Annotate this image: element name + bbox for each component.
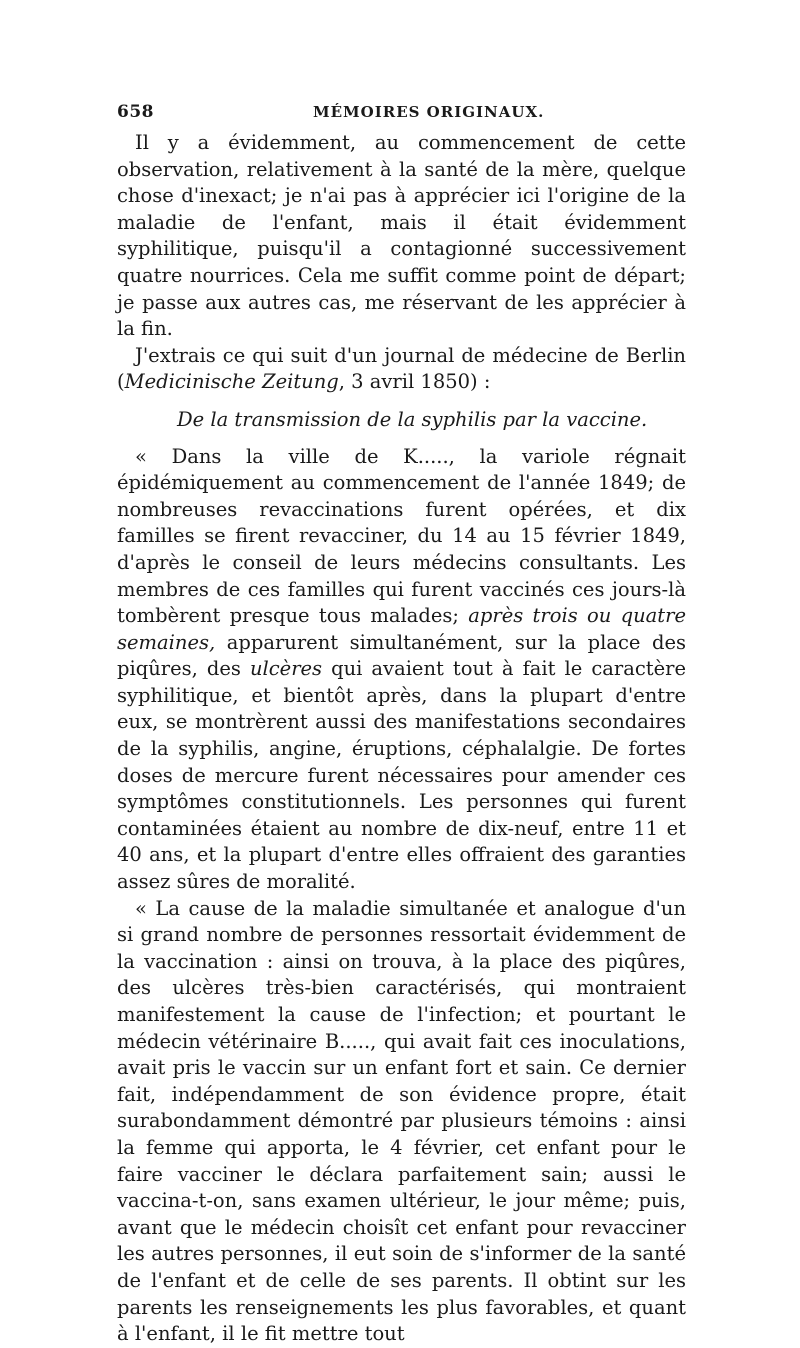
paragraph-3: « Dans la ville de K....., la variole régnait épidémiquement au commencement de l'année 1849; de nombreuses revaccinations furent opérées, et dix familles se firent revacciner, du 14 au 15 février 1849, d'après le conseil de leurs médecins consultants. Les membres de ces familles qui furent vaccinés ces jours-là tombèrent presque tous malades; après trois ou quatre semaines, apparurent simultanément, sur la place des piqûres, des ulcères qui avaient tout à fait le caractère syphilitique, et bientôt après, dans la plupart d'entre eux, se montrèrent aussi des manifestations secondaires de la syphilis, angine, éruptions, céphalalgie. De fortes doses de mercure furent nécessaires pour amender ces symptômes constitutionnels. Les personnes qui furent contaminées étaient au nombre de dix-neuf, entre 11 et 40 ans, et la plupart d'entre elles offraient des garanties assez sûres de moralité. — [117, 444, 686, 894]
section-heading: De la transmission de la syphilis par la vaccine. — [177, 407, 648, 431]
paragraph-4: « La cause de la maladie simultanée et analogue d'un si grand nombre de personnes ressortait évidemment de la vaccination : ainsi on trouva, à la place des piqûres, des ulcères très-bien caractérisés, qui montraient manifestement la cause de l'infection; et pourtant le médecin vétérinaire B....., qui avait fait ces inoculations, avait pris le vaccin sur un enfant fort et sain. Ce dernier fait, indépendamment de son évidence propre, était surabondamment démontré par plusieurs témoins : ainsi la femme qui apporta, le 4 février, cet enfant pour le faire vacciner le déclara parfaitement sain; aussi le vaccina-t-on, sans examen ultérieur, le jour même; puis, avant que le médecin choisît cet enfant pour revacciner les autres personnes, il eut soin de s'informer de la santé de l'enfant et de celle de ses parents. Il obtint sur les parents les renseignements les plus favorables, et quant à l'enfant, il le fit mettre tout — [117, 896, 686, 1346]
page-number: 658 — [117, 102, 154, 122]
paragraph-2: J'extrais ce qui suit d'un journal de médecine de Berlin (Medicinische Zeitung, 3 avril 1850) : — [117, 343, 686, 394]
running-title: MÉMOIRES ORIGINAUX. — [313, 103, 545, 121]
page-header — [117, 102, 686, 126]
journal-title: Medicinische Zeitung — [124, 370, 339, 394]
body-text — [117, 130, 686, 1348]
paragraph-1: Il y a évidemment, au commencement de cette observation, relativement à la santé de la mère, quelque chose d'inexact; je n'ai pas à apprécier ici l'origine de la maladie de l'enfant, mais il était évidemment syphilitique, puisqu'il a contagionné successivement quatre nourrices. Cela me suffit comme point de départ; je passe aux autres cas, me réservant de les apprécier à la fin. — [117, 131, 686, 341]
